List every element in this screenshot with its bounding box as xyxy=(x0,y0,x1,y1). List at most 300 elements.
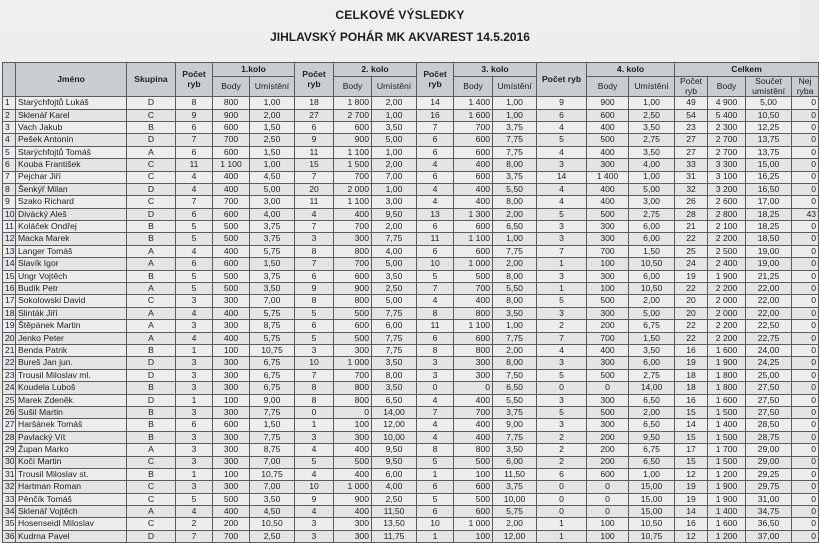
cell-best-fish: 0 xyxy=(792,146,819,158)
cell-rank: 3 xyxy=(3,121,16,133)
cell-r1-place: 5,75 xyxy=(250,307,295,319)
cell-r2-place: 8,00 xyxy=(372,369,417,381)
cell-total-fish: 14 xyxy=(675,419,708,431)
header-celkem: Celkem xyxy=(675,63,819,77)
cell-r4-place: 3,50 xyxy=(629,345,675,357)
cell-r2-points: 700 xyxy=(334,258,372,270)
cell-r3-place: 7,75 xyxy=(493,431,537,443)
cell-best-fish: 0 xyxy=(792,171,819,183)
cell-r2-fish: 20 xyxy=(295,183,334,195)
cell-r1-place: 7,00 xyxy=(250,295,295,307)
cell-r4-points: 400 xyxy=(587,183,629,195)
cell-r1-points: 400 xyxy=(213,506,250,518)
cell-total-points: 2 400 xyxy=(708,258,746,270)
cell-r3-fish: 4 xyxy=(417,431,454,443)
cell-name: Sklenář Karel xyxy=(16,109,127,121)
cell-total-points: 2 600 xyxy=(708,196,746,208)
cell-r4-fish: 2 xyxy=(537,444,587,456)
cell-r1-fish: 3 xyxy=(176,406,213,418)
cell-r2-fish: 11 xyxy=(295,196,334,208)
cell-r2-fish: 3 xyxy=(295,431,334,443)
cell-r1-fish: 3 xyxy=(176,431,213,443)
table-row xyxy=(3,121,819,133)
cell-r3-fish: 4 xyxy=(417,394,454,406)
cell-r4-place: 1,00 xyxy=(629,97,675,109)
cell-r1-points: 700 xyxy=(213,134,250,146)
table-row xyxy=(3,233,819,245)
cell-rank: 5 xyxy=(3,146,16,158)
cell-r3-fish: 10 xyxy=(417,518,454,530)
cell-r3-points: 600 xyxy=(454,332,493,344)
cell-r3-place: 3,75 xyxy=(493,481,537,493)
cell-r3-place: 1,00 xyxy=(493,233,537,245)
header-body-2: Body xyxy=(334,77,372,97)
cell-r2-fish: 9 xyxy=(295,134,334,146)
table-row xyxy=(3,431,819,443)
cell-r2-fish: 4 xyxy=(295,506,334,518)
cell-r2-place: 2,00 xyxy=(372,221,417,233)
cell-rank: 14 xyxy=(3,258,16,270)
cell-best-fish: 0 xyxy=(792,283,819,295)
cell-r4-place: 2,50 xyxy=(629,109,675,121)
cell-total-points: 5 400 xyxy=(708,109,746,121)
cell-r1-points: 300 xyxy=(213,456,250,468)
cell-r1-place: 3,75 xyxy=(250,270,295,282)
cell-r1-place: 8,75 xyxy=(250,320,295,332)
cell-r2-place: 4,00 xyxy=(372,245,417,257)
cell-r1-fish: 4 xyxy=(176,183,213,195)
cell-r3-place: 5,50 xyxy=(493,394,537,406)
cell-total-points: 2 200 xyxy=(708,332,746,344)
cell-total-fish: 20 xyxy=(675,295,708,307)
cell-r1-points: 600 xyxy=(213,419,250,431)
cell-r4-place: 5,00 xyxy=(629,183,675,195)
cell-r1-points: 400 xyxy=(213,307,250,319)
cell-r4-fish: 2 xyxy=(537,320,587,332)
cell-best-fish: 0 xyxy=(792,295,819,307)
cell-r4-points: 0 xyxy=(587,493,629,505)
cell-r1-points: 600 xyxy=(213,258,250,270)
cell-rank: 20 xyxy=(3,332,16,344)
cell-total-points: 1 400 xyxy=(708,419,746,431)
cell-rank: 31 xyxy=(3,468,16,480)
cell-total-place-sum: 13,75 xyxy=(746,134,792,146)
cell-r2-place: 3,50 xyxy=(372,270,417,282)
cell-group: D xyxy=(127,134,176,146)
cell-r4-points: 300 xyxy=(587,307,629,319)
cell-best-fish: 0 xyxy=(792,97,819,109)
cell-r4-fish: 14 xyxy=(537,171,587,183)
cell-r4-place: 6,00 xyxy=(629,233,675,245)
cell-total-fish: 12 xyxy=(675,468,708,480)
cell-group: B xyxy=(127,121,176,133)
cell-total-points: 2 500 xyxy=(708,245,746,257)
cell-r3-points: 1 000 xyxy=(454,258,493,270)
cell-name: Vach Jakub xyxy=(16,121,127,133)
cell-r1-place: 1,50 xyxy=(250,146,295,158)
cell-r3-place: 6,50 xyxy=(493,382,537,394)
cell-r3-points: 1 100 xyxy=(454,320,493,332)
cell-r3-fish: 5 xyxy=(417,493,454,505)
cell-best-fish: 0 xyxy=(792,121,819,133)
cell-total-place-sum: 22,00 xyxy=(746,283,792,295)
cell-r1-points: 700 xyxy=(213,530,250,542)
cell-r4-points: 100 xyxy=(587,530,629,542)
cell-total-points: 1 600 xyxy=(708,518,746,530)
cell-r1-fish: 7 xyxy=(176,196,213,208)
cell-total-fish: 14 xyxy=(675,506,708,518)
cell-r4-points: 300 xyxy=(587,159,629,171)
table-row xyxy=(3,283,819,295)
cell-best-fish: 0 xyxy=(792,270,819,282)
cell-r3-fish: 0 xyxy=(417,382,454,394)
cell-r2-points: 700 xyxy=(334,369,372,381)
cell-r2-place: 6,00 xyxy=(372,320,417,332)
cell-r3-place: 7,75 xyxy=(493,245,537,257)
cell-r1-place: 3,00 xyxy=(250,196,295,208)
cell-r2-points: 600 xyxy=(334,121,372,133)
cell-r1-fish: 1 xyxy=(176,394,213,406)
cell-r3-points: 400 xyxy=(454,419,493,431)
cell-rank: 8 xyxy=(3,183,16,195)
cell-total-place-sum: 18,50 xyxy=(746,233,792,245)
cell-r2-place: 7,75 xyxy=(372,233,417,245)
cell-r1-fish: 9 xyxy=(176,109,213,121)
cell-r2-fish: 9 xyxy=(295,493,334,505)
table-row xyxy=(3,159,819,171)
cell-r4-points: 500 xyxy=(587,295,629,307)
cell-r1-place: 10,75 xyxy=(250,345,295,357)
cell-r3-fish: 8 xyxy=(417,345,454,357)
cell-r3-fish: 5 xyxy=(417,456,454,468)
cell-r2-fish: 18 xyxy=(295,97,334,109)
cell-r1-place: 2,50 xyxy=(250,134,295,146)
page-subtitle: JIHLAVSKÝ POHÁR MK AKVAREST 14.5.2016 xyxy=(270,30,530,44)
cell-r1-fish: 4 xyxy=(176,332,213,344)
cell-rank: 12 xyxy=(3,233,16,245)
cell-total-points: 2 300 xyxy=(708,121,746,133)
cell-r1-fish: 5 xyxy=(176,221,213,233)
cell-r4-points: 300 xyxy=(587,233,629,245)
cell-name: Koláček Ondřej xyxy=(16,221,127,233)
cell-total-fish: 15 xyxy=(675,456,708,468)
cell-rank: 26 xyxy=(3,406,16,418)
cell-r3-points: 400 xyxy=(454,295,493,307)
cell-r4-place: 15,00 xyxy=(629,481,675,493)
header-umisteni-1: Umístění xyxy=(250,77,295,97)
header-rank xyxy=(3,63,16,97)
cell-best-fish: 0 xyxy=(792,196,819,208)
cell-r3-points: 100 xyxy=(454,530,493,542)
cell-total-points: 2 200 xyxy=(708,233,746,245)
cell-name: Starýchfojtů Tomáš xyxy=(16,146,127,158)
cell-name: Sokolowski David xyxy=(16,295,127,307)
cell-group: D xyxy=(127,208,176,220)
cell-total-points: 2 000 xyxy=(708,307,746,319)
cell-r4-fish: 1 xyxy=(537,518,587,530)
cell-total-place-sum: 31,00 xyxy=(746,493,792,505)
cell-r2-fish: 8 xyxy=(295,295,334,307)
cell-group: C xyxy=(127,493,176,505)
cell-best-fish: 0 xyxy=(792,109,819,121)
cell-r3-fish: 6 xyxy=(417,171,454,183)
cell-r1-fish: 1 xyxy=(176,345,213,357)
cell-r1-points: 200 xyxy=(213,518,250,530)
cell-rank: 23 xyxy=(3,369,16,381)
cell-r1-points: 500 xyxy=(213,270,250,282)
cell-r1-points: 100 xyxy=(213,468,250,480)
cell-r4-place: 6,00 xyxy=(629,221,675,233)
cell-r2-fish: 4 xyxy=(295,444,334,456)
cell-total-fish: 19 xyxy=(675,357,708,369)
cell-total-fish: 17 xyxy=(675,444,708,456)
cell-total-points: 1 900 xyxy=(708,481,746,493)
cell-r1-points: 300 xyxy=(213,481,250,493)
cell-r3-fish: 4 xyxy=(417,196,454,208)
cell-r4-points: 300 xyxy=(587,270,629,282)
cell-best-fish: 0 xyxy=(792,258,819,270)
cell-r1-points: 400 xyxy=(213,245,250,257)
cell-r3-fish: 1 xyxy=(417,468,454,480)
cell-r4-points: 300 xyxy=(587,419,629,431)
cell-r2-fish: 3 xyxy=(295,530,334,542)
cell-r4-fish: 4 xyxy=(537,183,587,195)
table-row xyxy=(3,345,819,357)
cell-r1-points: 400 xyxy=(213,332,250,344)
cell-r2-place: 7,75 xyxy=(372,307,417,319)
cell-r1-place: 3,75 xyxy=(250,221,295,233)
cell-r3-place: 5,75 xyxy=(493,506,537,518)
cell-r2-place: 9,50 xyxy=(372,208,417,220)
cell-rank: 21 xyxy=(3,345,16,357)
cell-r2-points: 900 xyxy=(334,134,372,146)
cell-r2-fish: 7 xyxy=(295,171,334,183)
cell-total-points: 1 500 xyxy=(708,456,746,468)
cell-r2-place: 1,00 xyxy=(372,146,417,158)
cell-rank: 9 xyxy=(3,196,16,208)
cell-r2-points: 0 xyxy=(334,406,372,418)
cell-r4-fish: 4 xyxy=(537,146,587,158)
cell-total-place-sum: 12,25 xyxy=(746,121,792,133)
cell-r1-fish: 3 xyxy=(176,357,213,369)
cell-r3-fish: 7 xyxy=(417,121,454,133)
cell-group: B xyxy=(127,406,176,418)
cell-r3-fish: 4 xyxy=(417,295,454,307)
cell-r3-place: 8,00 xyxy=(493,357,537,369)
cell-r4-place: 1,00 xyxy=(629,468,675,480)
cell-total-points: 1 200 xyxy=(708,468,746,480)
cell-rank: 29 xyxy=(3,444,16,456)
header-umisteni-2: Umístění xyxy=(372,77,417,97)
cell-total-points: 1 900 xyxy=(708,493,746,505)
cell-r1-fish: 6 xyxy=(176,419,213,431)
cell-r1-fish: 4 xyxy=(176,171,213,183)
cell-r4-fish: 5 xyxy=(537,406,587,418)
cell-r1-place: 5,75 xyxy=(250,332,295,344)
cell-r4-points: 500 xyxy=(587,208,629,220)
cell-total-points: 1 900 xyxy=(708,270,746,282)
cell-r4-points: 500 xyxy=(587,369,629,381)
cell-r3-points: 0 xyxy=(454,382,493,394)
cell-r1-place: 1,00 xyxy=(250,97,295,109)
cell-r4-place: 3,00 xyxy=(629,196,675,208)
cell-r4-place: 6,75 xyxy=(629,444,675,456)
cell-r4-fish: 1 xyxy=(537,283,587,295)
cell-group: A xyxy=(127,283,176,295)
cell-r2-fish: 5 xyxy=(295,456,334,468)
cell-r2-place: 5,00 xyxy=(372,295,417,307)
cell-best-fish: 0 xyxy=(792,307,819,319)
cell-r2-place: 6,50 xyxy=(372,394,417,406)
cell-r3-points: 800 xyxy=(454,444,493,456)
cell-name: Marek Zdeněk xyxy=(16,394,127,406)
cell-total-fish: 31 xyxy=(675,171,708,183)
cell-r3-fish: 13 xyxy=(417,208,454,220)
cell-r3-place: 3,75 xyxy=(493,121,537,133)
cell-r3-points: 1 400 xyxy=(454,97,493,109)
cell-r1-fish: 6 xyxy=(176,208,213,220)
cell-r3-place: 5,50 xyxy=(493,183,537,195)
cell-rank: 2 xyxy=(3,109,16,121)
cell-best-fish: 0 xyxy=(792,493,819,505)
cell-total-place-sum: 16,50 xyxy=(746,183,792,195)
cell-r3-place: 5,50 xyxy=(493,283,537,295)
table-row xyxy=(3,134,819,146)
cell-r1-place: 5,00 xyxy=(250,183,295,195)
cell-r3-place: 2,00 xyxy=(493,208,537,220)
cell-r4-points: 500 xyxy=(587,134,629,146)
cell-r1-place: 10,75 xyxy=(250,468,295,480)
cell-r2-fish: 7 xyxy=(295,221,334,233)
cell-total-fish: 15 xyxy=(675,406,708,418)
cell-r1-place: 4,00 xyxy=(250,208,295,220)
cell-total-fish: 21 xyxy=(675,221,708,233)
header-kolo1: 1.kolo xyxy=(213,63,295,77)
cell-total-fish: 24 xyxy=(675,258,708,270)
cell-total-fish: 22 xyxy=(675,332,708,344)
cell-r4-place: 2,75 xyxy=(629,369,675,381)
cell-r4-place: 5,00 xyxy=(629,307,675,319)
cell-best-fish: 0 xyxy=(792,159,819,171)
cell-total-place-sum: 29,00 xyxy=(746,444,792,456)
cell-total-place-sum: 24,25 xyxy=(746,357,792,369)
cell-r4-place: 3,50 xyxy=(629,121,675,133)
header-umisteni-4: Umístění xyxy=(629,77,675,97)
cell-best-fish: 0 xyxy=(792,320,819,332)
cell-r2-fish: 5 xyxy=(295,332,334,344)
cell-r3-fish: 3 xyxy=(417,369,454,381)
table-row xyxy=(3,481,819,493)
cell-rank: 32 xyxy=(3,481,16,493)
cell-r4-fish: 0 xyxy=(537,493,587,505)
cell-name: Koudela Luboš xyxy=(16,382,127,394)
header-umisteni-3: Umístění xyxy=(493,77,537,97)
cell-group: B xyxy=(127,233,176,245)
cell-r4-fish: 5 xyxy=(537,369,587,381)
cell-r4-place: 6,75 xyxy=(629,320,675,332)
cell-r2-fish: 7 xyxy=(295,369,334,381)
table-row xyxy=(3,307,819,319)
cell-r3-points: 1 300 xyxy=(454,208,493,220)
cell-r4-place: 6,50 xyxy=(629,394,675,406)
cell-total-place-sum: 24,00 xyxy=(746,345,792,357)
cell-r1-fish: 3 xyxy=(176,295,213,307)
table-row xyxy=(3,109,819,121)
cell-r4-points: 300 xyxy=(587,357,629,369)
cell-r1-fish: 4 xyxy=(176,307,213,319)
cell-r4-fish: 2 xyxy=(537,456,587,468)
cell-r3-place: 9,00 xyxy=(493,419,537,431)
cell-r2-fish: 27 xyxy=(295,109,334,121)
cell-r4-place: 6,00 xyxy=(629,270,675,282)
table-row xyxy=(3,406,819,418)
cell-total-place-sum: 36,50 xyxy=(746,518,792,530)
cell-r4-fish: 3 xyxy=(537,357,587,369)
cell-r3-points: 600 xyxy=(454,146,493,158)
cell-total-points: 2 200 xyxy=(708,283,746,295)
cell-total-points: 1 500 xyxy=(708,431,746,443)
cell-total-fish: 25 xyxy=(675,245,708,257)
cell-r3-points: 600 xyxy=(454,506,493,518)
cell-r2-place: 4,00 xyxy=(372,481,417,493)
cell-name: Pěnčík Tomáš xyxy=(16,493,127,505)
cell-total-place-sum: 34,75 xyxy=(746,506,792,518)
cell-r4-fish: 3 xyxy=(537,419,587,431)
cell-total-fish: 18 xyxy=(675,382,708,394)
cell-rank: 1 xyxy=(3,97,16,109)
cell-name: Hosenseidl Miloslav xyxy=(16,518,127,530)
cell-r2-points: 2 700 xyxy=(334,109,372,121)
cell-r4-place: 6,00 xyxy=(629,357,675,369)
cell-total-fish: 19 xyxy=(675,481,708,493)
cell-total-place-sum: 27,50 xyxy=(746,382,792,394)
cell-r4-fish: 0 xyxy=(537,506,587,518)
cell-r4-fish: 0 xyxy=(537,382,587,394)
cell-r1-fish: 3 xyxy=(176,456,213,468)
header-jmeno: Jméno xyxy=(16,63,127,97)
cell-total-place-sum: 22,00 xyxy=(746,307,792,319)
cell-best-fish: 0 xyxy=(792,183,819,195)
cell-r1-fish: 2 xyxy=(176,518,213,530)
cell-r2-fish: 3 xyxy=(295,345,334,357)
cell-r2-fish: 10 xyxy=(295,481,334,493)
cell-best-fish: 0 xyxy=(792,444,819,456)
cell-total-fish: 23 xyxy=(675,121,708,133)
cell-r2-points: 700 xyxy=(334,171,372,183)
cell-total-place-sum: 22,75 xyxy=(746,332,792,344)
cell-r1-place: 7,00 xyxy=(250,481,295,493)
cell-rank: 19 xyxy=(3,320,16,332)
cell-r4-fish: 3 xyxy=(537,270,587,282)
cell-r4-fish: 4 xyxy=(537,121,587,133)
cell-r2-points: 1 100 xyxy=(334,196,372,208)
table-row xyxy=(3,332,819,344)
cell-r3-fish: 4 xyxy=(417,183,454,195)
cell-total-place-sum: 29,25 xyxy=(746,468,792,480)
cell-r4-place: 6,50 xyxy=(629,419,675,431)
cell-rank: 15 xyxy=(3,270,16,282)
cell-r2-points: 600 xyxy=(334,320,372,332)
cell-r3-place: 7,75 xyxy=(493,146,537,158)
cell-r4-place: 10,50 xyxy=(629,518,675,530)
cell-r2-place: 6,00 xyxy=(372,468,417,480)
cell-name: Benda Patrik xyxy=(16,345,127,357)
cell-best-fish: 0 xyxy=(792,506,819,518)
cell-r2-place: 9,50 xyxy=(372,444,417,456)
cell-r3-points: 500 xyxy=(454,456,493,468)
cell-r4-place: 14,00 xyxy=(629,382,675,394)
cell-r1-fish: 3 xyxy=(176,320,213,332)
